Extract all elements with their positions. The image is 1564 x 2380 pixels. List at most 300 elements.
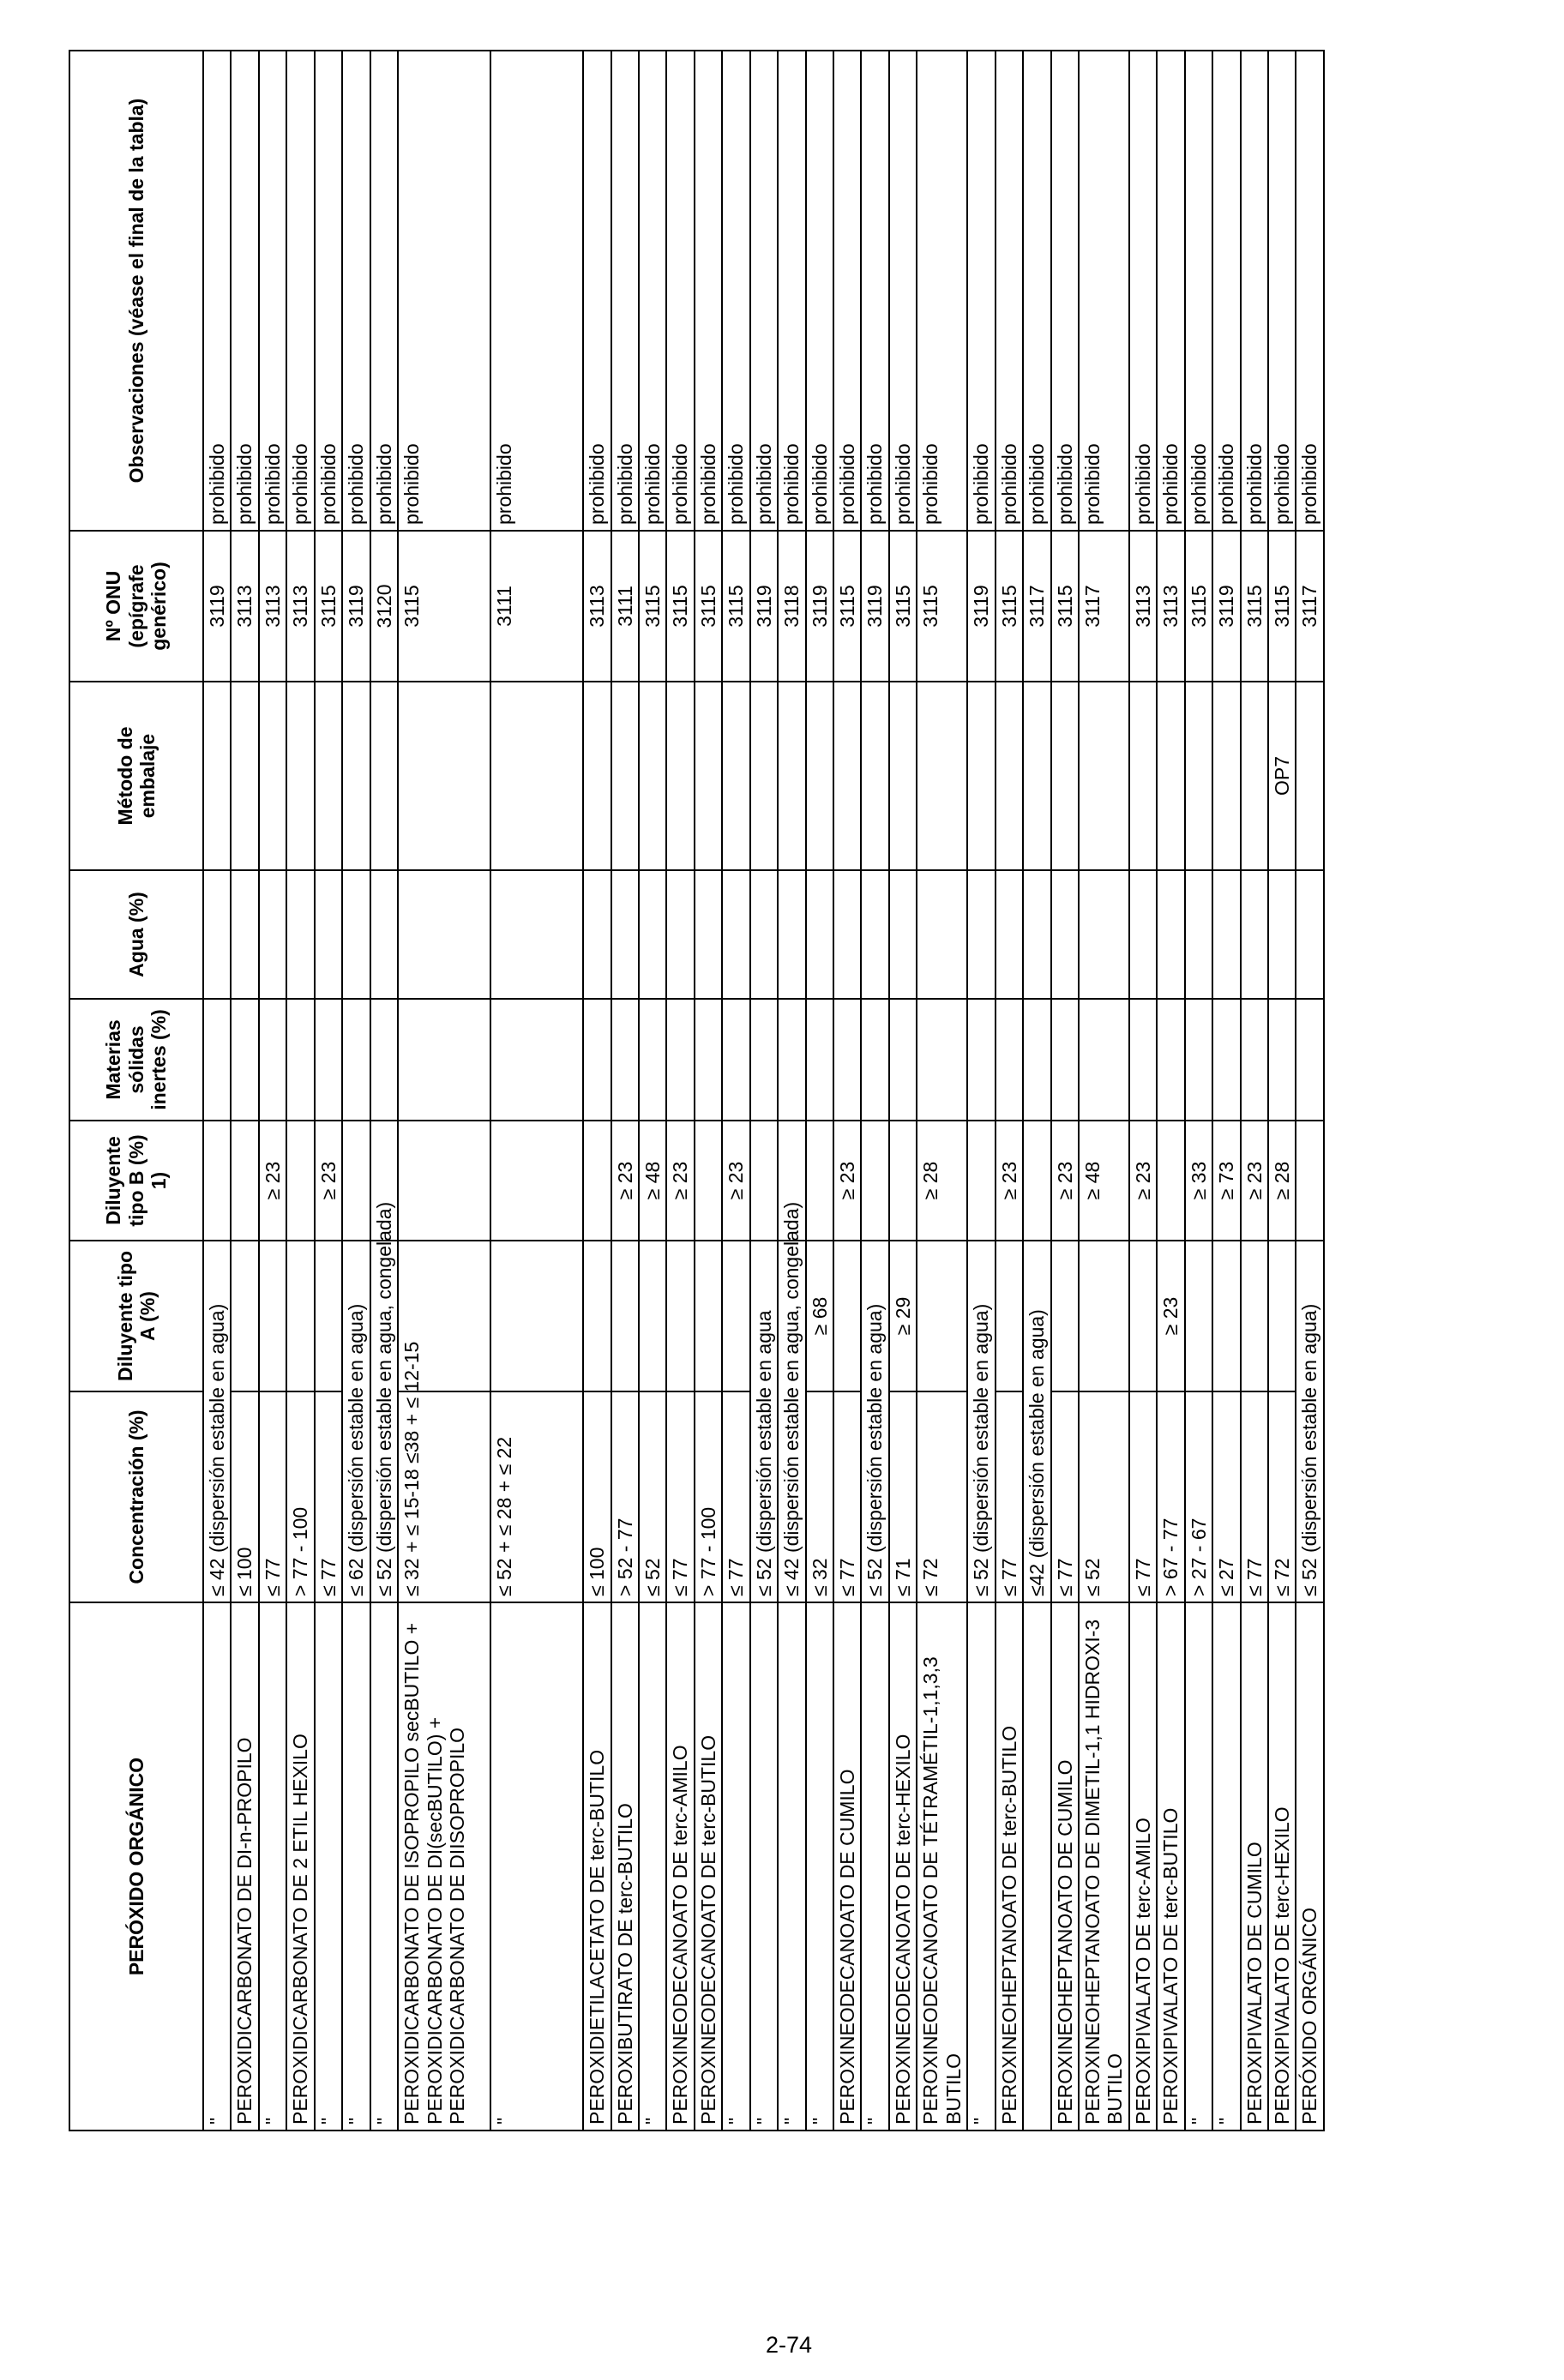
water-cell (833, 870, 861, 999)
diluent-b-cell: ≥ 33 (1185, 1121, 1212, 1241)
remarks-cell: prohibido (286, 51, 314, 531)
water-cell (231, 870, 258, 999)
header-un-number: Nº ONU (epígrafe genérico) (69, 531, 203, 682)
water-cell (398, 870, 490, 999)
inert-solids-cell (778, 999, 805, 1121)
table-row (1241, 51, 1268, 2131)
un-number-cell: 3115 (889, 531, 917, 682)
header-peroxide: PERÓXIDO ORGÁNICO (69, 1602, 203, 2131)
peroxide-name-cell: " (1212, 1602, 1240, 2131)
peroxide-name-cell: " (967, 1602, 995, 2131)
table-row (967, 51, 995, 2131)
diluent-b-cell (342, 1121, 370, 1241)
diluent-b-cell (750, 1121, 778, 1241)
water-cell (611, 870, 639, 999)
peroxide-name-cell: PEROXIDICARBONATO DE DI-n-PROPILO (231, 1602, 258, 2131)
water-cell (1296, 870, 1323, 999)
diluent-a-cell (1129, 1241, 1157, 1391)
un-number-cell: 3111 (611, 531, 639, 682)
table-row (1129, 51, 1157, 2131)
table-row (861, 51, 888, 2131)
header-water: Agua (%) (69, 870, 203, 999)
remarks-cell: prohibido (398, 51, 490, 531)
water-cell (917, 870, 967, 999)
diluent-a-cell (259, 1241, 286, 1391)
un-number-cell: 3119 (342, 531, 370, 682)
diluent-b-cell: ≥ 23 (1051, 1121, 1079, 1241)
peroxide-name-cell: " (861, 1602, 888, 2131)
un-number-cell: 3115 (398, 531, 490, 682)
un-number-cell: 3113 (583, 531, 611, 682)
table-row (1079, 51, 1129, 2131)
concentration-cell: ≤ 77 (996, 1391, 1023, 1602)
table-row (342, 51, 370, 2131)
inert-solids-cell (286, 999, 314, 1121)
table-row (917, 51, 967, 2131)
water-cell (750, 870, 778, 999)
remarks-cell: prohibido (996, 51, 1023, 531)
packing-method-cell (315, 682, 342, 870)
inert-solids-cell (583, 999, 611, 1121)
table-row (315, 51, 342, 2131)
diluent-a-cell (695, 1241, 722, 1391)
concentration-cell: ≤ 77 (1241, 1391, 1268, 1602)
concentration-cell: ≤ 77 (259, 1391, 286, 1602)
table-row (695, 51, 722, 2131)
diluent-b-cell (1023, 1121, 1050, 1241)
packing-method-cell (861, 682, 888, 870)
table-row (639, 51, 666, 2131)
remarks-cell: prohibido (889, 51, 917, 531)
concentration-cell: > 77 - 100 (695, 1391, 722, 1602)
concentration-cell: ≤ 52 (dispersión estable en agua (750, 1391, 778, 1602)
water-cell (861, 870, 888, 999)
concentration-cell: ≤ 52 (dispersión estable en agua, congelada) (370, 1391, 398, 1602)
peroxide-name-cell: " (639, 1602, 666, 2131)
water-cell (1079, 870, 1129, 999)
diluent-b-cell (286, 1121, 314, 1241)
peroxide-name-cell: PEROXINEODECANOATO DE TÉTRAMÉTIL-1,1,3,3 BUTILO (917, 1602, 967, 2131)
inert-solids-cell (203, 999, 231, 1121)
inert-solids-cell (1185, 999, 1212, 1121)
concentration-cell: ≤ 77 (666, 1391, 694, 1602)
concentration-cell: ≤ 77 (833, 1391, 861, 1602)
diluent-b-cell: ≥ 48 (1079, 1121, 1129, 1241)
concentration-cell: ≤ 52 (1079, 1391, 1129, 1602)
page-number: 2-74 (765, 2332, 813, 2358)
concentration-cell: ≤ 72 (1268, 1391, 1296, 1602)
table-row (1268, 51, 1296, 2131)
un-number-cell: 3115 (833, 531, 861, 682)
packing-method-cell (1023, 682, 1050, 870)
concentration-cell: ≤ 42 (dispersión estable en agua) (203, 1391, 231, 1602)
packing-method-cell (917, 682, 967, 870)
un-number-cell: 3113 (231, 531, 258, 682)
packing-method-cell (1185, 682, 1212, 870)
diluent-b-cell: ≥ 23 (833, 1121, 861, 1241)
diluent-b-cell: ≥ 23 (1241, 1121, 1268, 1241)
concentration-cell: ≤ 52 (dispersión estable en agua) (967, 1391, 995, 1602)
concentration-cell: ≤ 52 (639, 1391, 666, 1602)
table-row (1157, 51, 1184, 2131)
un-number-cell: 3113 (1157, 531, 1184, 682)
packing-method-cell (1212, 682, 1240, 870)
diluent-a-cell (490, 1241, 583, 1391)
remarks-cell: prohibido (1212, 51, 1240, 531)
packing-method-cell (286, 682, 314, 870)
rotated-table-page (69, 51, 1453, 2131)
diluent-b-cell: ≥ 73 (1212, 1121, 1240, 1241)
un-number-cell: 3119 (806, 531, 833, 682)
inert-solids-cell (917, 999, 967, 1121)
peroxide-name-cell: PEROXIPIVALATO DE CUMILO (1241, 1602, 1268, 2131)
un-number-cell: 3115 (695, 531, 722, 682)
concentration-cell: ≤ 72 (917, 1391, 967, 1602)
diluent-b-cell: ≥ 28 (1268, 1121, 1296, 1241)
remarks-cell: prohibido (1157, 51, 1184, 531)
water-cell (203, 870, 231, 999)
diluent-b-cell (1296, 1121, 1323, 1241)
header-remarks: Observaciones (véase el final de la tabla) (69, 51, 203, 531)
diluent-b-cell: ≥ 23 (666, 1121, 694, 1241)
packing-method-cell (695, 682, 722, 870)
table-row (889, 51, 917, 2131)
peroxide-name-cell: " (490, 1602, 583, 2131)
header-diluent-a: Diluyente tipo A (%) (69, 1241, 203, 1391)
concentration-cell: > 67 - 77 (1157, 1391, 1184, 1602)
un-number-cell: 3113 (259, 531, 286, 682)
diluent-a-cell: ≥ 29 (889, 1241, 917, 1391)
water-cell (1129, 870, 1157, 999)
diluent-a-cell: ≥ 68 (806, 1241, 833, 1391)
water-cell (996, 870, 1023, 999)
concentration-cell: > 77 - 100 (286, 1391, 314, 1602)
water-cell (889, 870, 917, 999)
remarks-cell: prohibido (370, 51, 398, 531)
un-number-cell: 3115 (1185, 531, 1212, 682)
water-cell (1241, 870, 1268, 999)
inert-solids-cell (967, 999, 995, 1121)
peroxide-name-cell: " (750, 1602, 778, 2131)
packing-method-cell (639, 682, 666, 870)
diluent-a-cell (833, 1241, 861, 1391)
remarks-cell: prohibido (778, 51, 805, 531)
diluent-a-cell (1212, 1241, 1240, 1391)
table-row (1296, 51, 1323, 2131)
packing-method-cell (1241, 682, 1268, 870)
diluent-b-cell: ≥ 23 (611, 1121, 639, 1241)
packing-method-cell (1079, 682, 1129, 870)
concentration-cell: ≤ 62 (dispersión estable en agua) (342, 1391, 370, 1602)
diluent-a-cell: ≥ 23 (1157, 1241, 1184, 1391)
table-row (778, 51, 805, 2131)
diluent-b-cell (861, 1121, 888, 1241)
packing-method-cell (1296, 682, 1323, 870)
diluent-b-cell (231, 1121, 258, 1241)
inert-solids-cell (722, 999, 749, 1121)
un-number-cell: 3115 (917, 531, 967, 682)
un-number-cell: 3113 (286, 531, 314, 682)
diluent-a-cell (315, 1241, 342, 1391)
remarks-cell: prohibido (695, 51, 722, 531)
peroxide-name-cell: PERÓXIDO ORGÁNICO (1296, 1602, 1323, 2131)
packing-method-cell (259, 682, 286, 870)
concentration-cell: ≤ 52 (dispersión estable en agua) (861, 1391, 888, 1602)
un-number-cell: 3119 (861, 531, 888, 682)
water-cell (490, 870, 583, 999)
peroxide-name-cell: " (806, 1602, 833, 2131)
packing-method-cell (889, 682, 917, 870)
un-number-cell: 3115 (996, 531, 1023, 682)
header-concentration: Concentración (%) (69, 1391, 203, 1602)
concentration-cell: ≤ 32 (806, 1391, 833, 1602)
water-cell (695, 870, 722, 999)
peroxide-name-cell: " (342, 1602, 370, 2131)
table-row (259, 51, 286, 2131)
diluent-a-cell (1051, 1241, 1079, 1391)
inert-solids-cell (639, 999, 666, 1121)
diluent-b-cell (889, 1121, 917, 1241)
inert-solids-cell (806, 999, 833, 1121)
remarks-cell: prohibido (1241, 51, 1268, 531)
header-inert-solids: Materias sólidas inertes (%) (69, 999, 203, 1121)
packing-method-cell (996, 682, 1023, 870)
remarks-cell: prohibido (917, 51, 967, 531)
diluent-b-cell (490, 1121, 583, 1241)
peroxide-name-cell: PEROXINEOHEPTANOATO DE terc-BUTILO (996, 1602, 1023, 2131)
diluent-a-cell (231, 1241, 258, 1391)
inert-solids-cell (1268, 999, 1296, 1121)
table-row (611, 51, 639, 2131)
un-number-cell: 3111 (490, 531, 583, 682)
water-cell (1023, 870, 1050, 999)
concentration-cell: ≤ 77 (315, 1391, 342, 1602)
remarks-cell: prohibido (1079, 51, 1129, 531)
un-number-cell: 3115 (722, 531, 749, 682)
remarks-cell: prohibido (315, 51, 342, 531)
table-row (370, 51, 398, 2131)
un-number-cell: 3119 (967, 531, 995, 682)
diluent-a-cell (1185, 1241, 1212, 1391)
peroxide-name-cell: " (370, 1602, 398, 2131)
un-number-cell: 3117 (1023, 531, 1050, 682)
remarks-cell: prohibido (722, 51, 749, 531)
diluent-a-cell (611, 1241, 639, 1391)
table-row (1212, 51, 1240, 2131)
peroxide-name-cell: PEROXINEODECANOATO DE terc-AMILO (666, 1602, 694, 2131)
concentration-cell: ≤ 77 (1051, 1391, 1079, 1602)
inert-solids-cell (370, 999, 398, 1121)
concentration-cell: ≤ 77 (722, 1391, 749, 1602)
inert-solids-cell (1157, 999, 1184, 1121)
peroxide-name-cell: PEROXIPIVALATO DE terc-HEXILO (1268, 1602, 1296, 2131)
remarks-cell: prohibido (231, 51, 258, 531)
table-row (1185, 51, 1212, 2131)
inert-solids-cell (259, 999, 286, 1121)
water-cell (1185, 870, 1212, 999)
peroxide-name-cell: PEROXIDICARBONATO DE ISOPROPILO secBUTILO + PEROXIDICARBONATO DE DI(secBUTILO) + PEROXIDICARBONATO DE DIISOPROPILO (398, 1602, 490, 2131)
packing-method-cell: OP7 (1268, 682, 1296, 870)
diluent-b-cell: ≥ 23 (1129, 1121, 1157, 1241)
packing-method-cell (967, 682, 995, 870)
un-number-cell: 3115 (315, 531, 342, 682)
remarks-cell: prohibido (1023, 51, 1050, 531)
diluent-a-cell (666, 1241, 694, 1391)
peroxide-name-cell: PEROXINEOHEPTANOATO DE CUMILO (1051, 1602, 1079, 2131)
diluent-b-cell: ≥ 23 (996, 1121, 1023, 1241)
remarks-cell: prohibido (1296, 51, 1323, 531)
un-number-cell: 3118 (778, 531, 805, 682)
remarks-cell: prohibido (342, 51, 370, 531)
inert-solids-cell (695, 999, 722, 1121)
diluent-a-cell (1268, 1241, 1296, 1391)
diluent-b-cell: ≥ 23 (315, 1121, 342, 1241)
header-row (69, 51, 203, 2131)
inert-solids-cell (1212, 999, 1240, 1121)
table-row (1051, 51, 1079, 2131)
water-cell (722, 870, 749, 999)
water-cell (806, 870, 833, 999)
diluent-b-cell: ≥ 23 (722, 1121, 749, 1241)
water-cell (639, 870, 666, 999)
diluent-b-cell (695, 1121, 722, 1241)
un-number-cell: 3119 (1212, 531, 1240, 682)
table-row (750, 51, 778, 2131)
un-number-cell: 3115 (1268, 531, 1296, 682)
remarks-cell: prohibido (750, 51, 778, 531)
water-cell (967, 870, 995, 999)
packing-method-cell (231, 682, 258, 870)
inert-solids-cell (611, 999, 639, 1121)
diluent-b-cell (203, 1121, 231, 1241)
concentration-cell: ≤ 32 + ≤ 15-18 ≤38 + ≤ 12-15 (398, 1391, 490, 1602)
packing-method-cell (778, 682, 805, 870)
concentration-cell: ≤ 42 (dispersión estable en agua, congelada) (778, 1391, 805, 1602)
diluent-a-cell (722, 1241, 749, 1391)
peroxide-name-cell: PEROXIPIVALATO DE terc-BUTILO (1157, 1602, 1184, 2131)
remarks-cell: prohibido (1051, 51, 1079, 531)
diluent-a-cell (639, 1241, 666, 1391)
diluent-a-cell (917, 1241, 967, 1391)
concentration-cell: ≤42 (dispersión estable en agua) (1023, 1391, 1050, 1602)
diluent-a-cell (1079, 1241, 1129, 1391)
table-row (666, 51, 694, 2131)
concentration-cell: ≤ 100 (583, 1391, 611, 1602)
inert-solids-cell (1129, 999, 1157, 1121)
un-number-cell: 3115 (639, 531, 666, 682)
peroxide-name-cell (1023, 1602, 1050, 2131)
header-packing: Método de embalaje (69, 682, 203, 870)
diluent-a-cell (996, 1241, 1023, 1391)
un-number-cell: 3117 (1296, 531, 1323, 682)
packing-method-cell (750, 682, 778, 870)
inert-solids-cell (1051, 999, 1079, 1121)
un-number-cell: 3120 (370, 531, 398, 682)
inert-solids-cell (1241, 999, 1268, 1121)
concentration-cell: ≤ 52 (dispersión estable en agua) (1296, 1391, 1323, 1602)
peroxide-name-cell: " (1185, 1602, 1212, 2131)
packing-method-cell (583, 682, 611, 870)
un-number-cell: 3113 (1129, 531, 1157, 682)
table-row (583, 51, 611, 2131)
packing-method-cell (1129, 682, 1157, 870)
un-number-cell: 3117 (1079, 531, 1129, 682)
remarks-cell: prohibido (490, 51, 583, 531)
water-cell (286, 870, 314, 999)
remarks-cell: prohibido (666, 51, 694, 531)
inert-solids-cell (666, 999, 694, 1121)
water-cell (583, 870, 611, 999)
diluent-a-cell (583, 1241, 611, 1391)
un-number-cell: 3119 (750, 531, 778, 682)
remarks-cell: prohibido (259, 51, 286, 531)
water-cell (778, 870, 805, 999)
un-number-cell: 3115 (1241, 531, 1268, 682)
packing-method-cell (611, 682, 639, 870)
peroxide-name-cell: " (259, 1602, 286, 2131)
remarks-cell: prohibido (611, 51, 639, 531)
table-row (722, 51, 749, 2131)
peroxide-name-cell: " (722, 1602, 749, 2131)
inert-solids-cell (1079, 999, 1129, 1121)
peroxide-name-cell: PEROXIDIETILACETATO DE terc-BUTILO (583, 1602, 611, 2131)
water-cell (370, 870, 398, 999)
diluent-b-cell (1157, 1121, 1184, 1241)
remarks-cell: prohibido (1268, 51, 1296, 531)
organic-peroxides-table (69, 50, 1325, 2131)
remarks-cell: prohibido (203, 51, 231, 531)
remarks-cell: prohibido (583, 51, 611, 531)
remarks-cell: prohibido (639, 51, 666, 531)
concentration-cell: > 27 - 67 (1185, 1391, 1212, 1602)
inert-solids-cell (1023, 999, 1050, 1121)
table-row (833, 51, 861, 2131)
packing-method-cell (1051, 682, 1079, 870)
remarks-cell: prohibido (806, 51, 833, 531)
table-row (806, 51, 833, 2131)
concentration-cell: ≤ 100 (231, 1391, 258, 1602)
diluent-b-cell (398, 1121, 490, 1241)
water-cell (342, 870, 370, 999)
diluent-b-cell: ≥ 23 (259, 1121, 286, 1241)
packing-method-cell (722, 682, 749, 870)
water-cell (666, 870, 694, 999)
water-cell (315, 870, 342, 999)
diluent-b-cell (967, 1121, 995, 1241)
inert-solids-cell (231, 999, 258, 1121)
peroxide-name-cell: " (315, 1602, 342, 2131)
remarks-cell: prohibido (1129, 51, 1157, 531)
inert-solids-cell (398, 999, 490, 1121)
packing-method-cell (490, 682, 583, 870)
table-row (231, 51, 258, 2131)
water-cell (1157, 870, 1184, 999)
diluent-a-cell (1241, 1241, 1268, 1391)
inert-solids-cell (889, 999, 917, 1121)
packing-method-cell (342, 682, 370, 870)
peroxide-name-cell: PEROXIPIVALATO DE terc-AMILO (1129, 1602, 1157, 2131)
peroxide-name-cell: PEROXINEOHEPTANOATO DE DIMETIL-1,1 HIDROXI-3 BUTILO (1079, 1602, 1129, 2131)
peroxide-name-cell: " (778, 1602, 805, 2131)
inert-solids-cell (315, 999, 342, 1121)
inert-solids-cell (996, 999, 1023, 1121)
peroxide-name-cell: PEROXINEODECANOATO DE CUMILO (833, 1602, 861, 2131)
inert-solids-cell (342, 999, 370, 1121)
un-number-cell: 3115 (666, 531, 694, 682)
packing-method-cell (203, 682, 231, 870)
packing-method-cell (833, 682, 861, 870)
diluent-b-cell (806, 1121, 833, 1241)
